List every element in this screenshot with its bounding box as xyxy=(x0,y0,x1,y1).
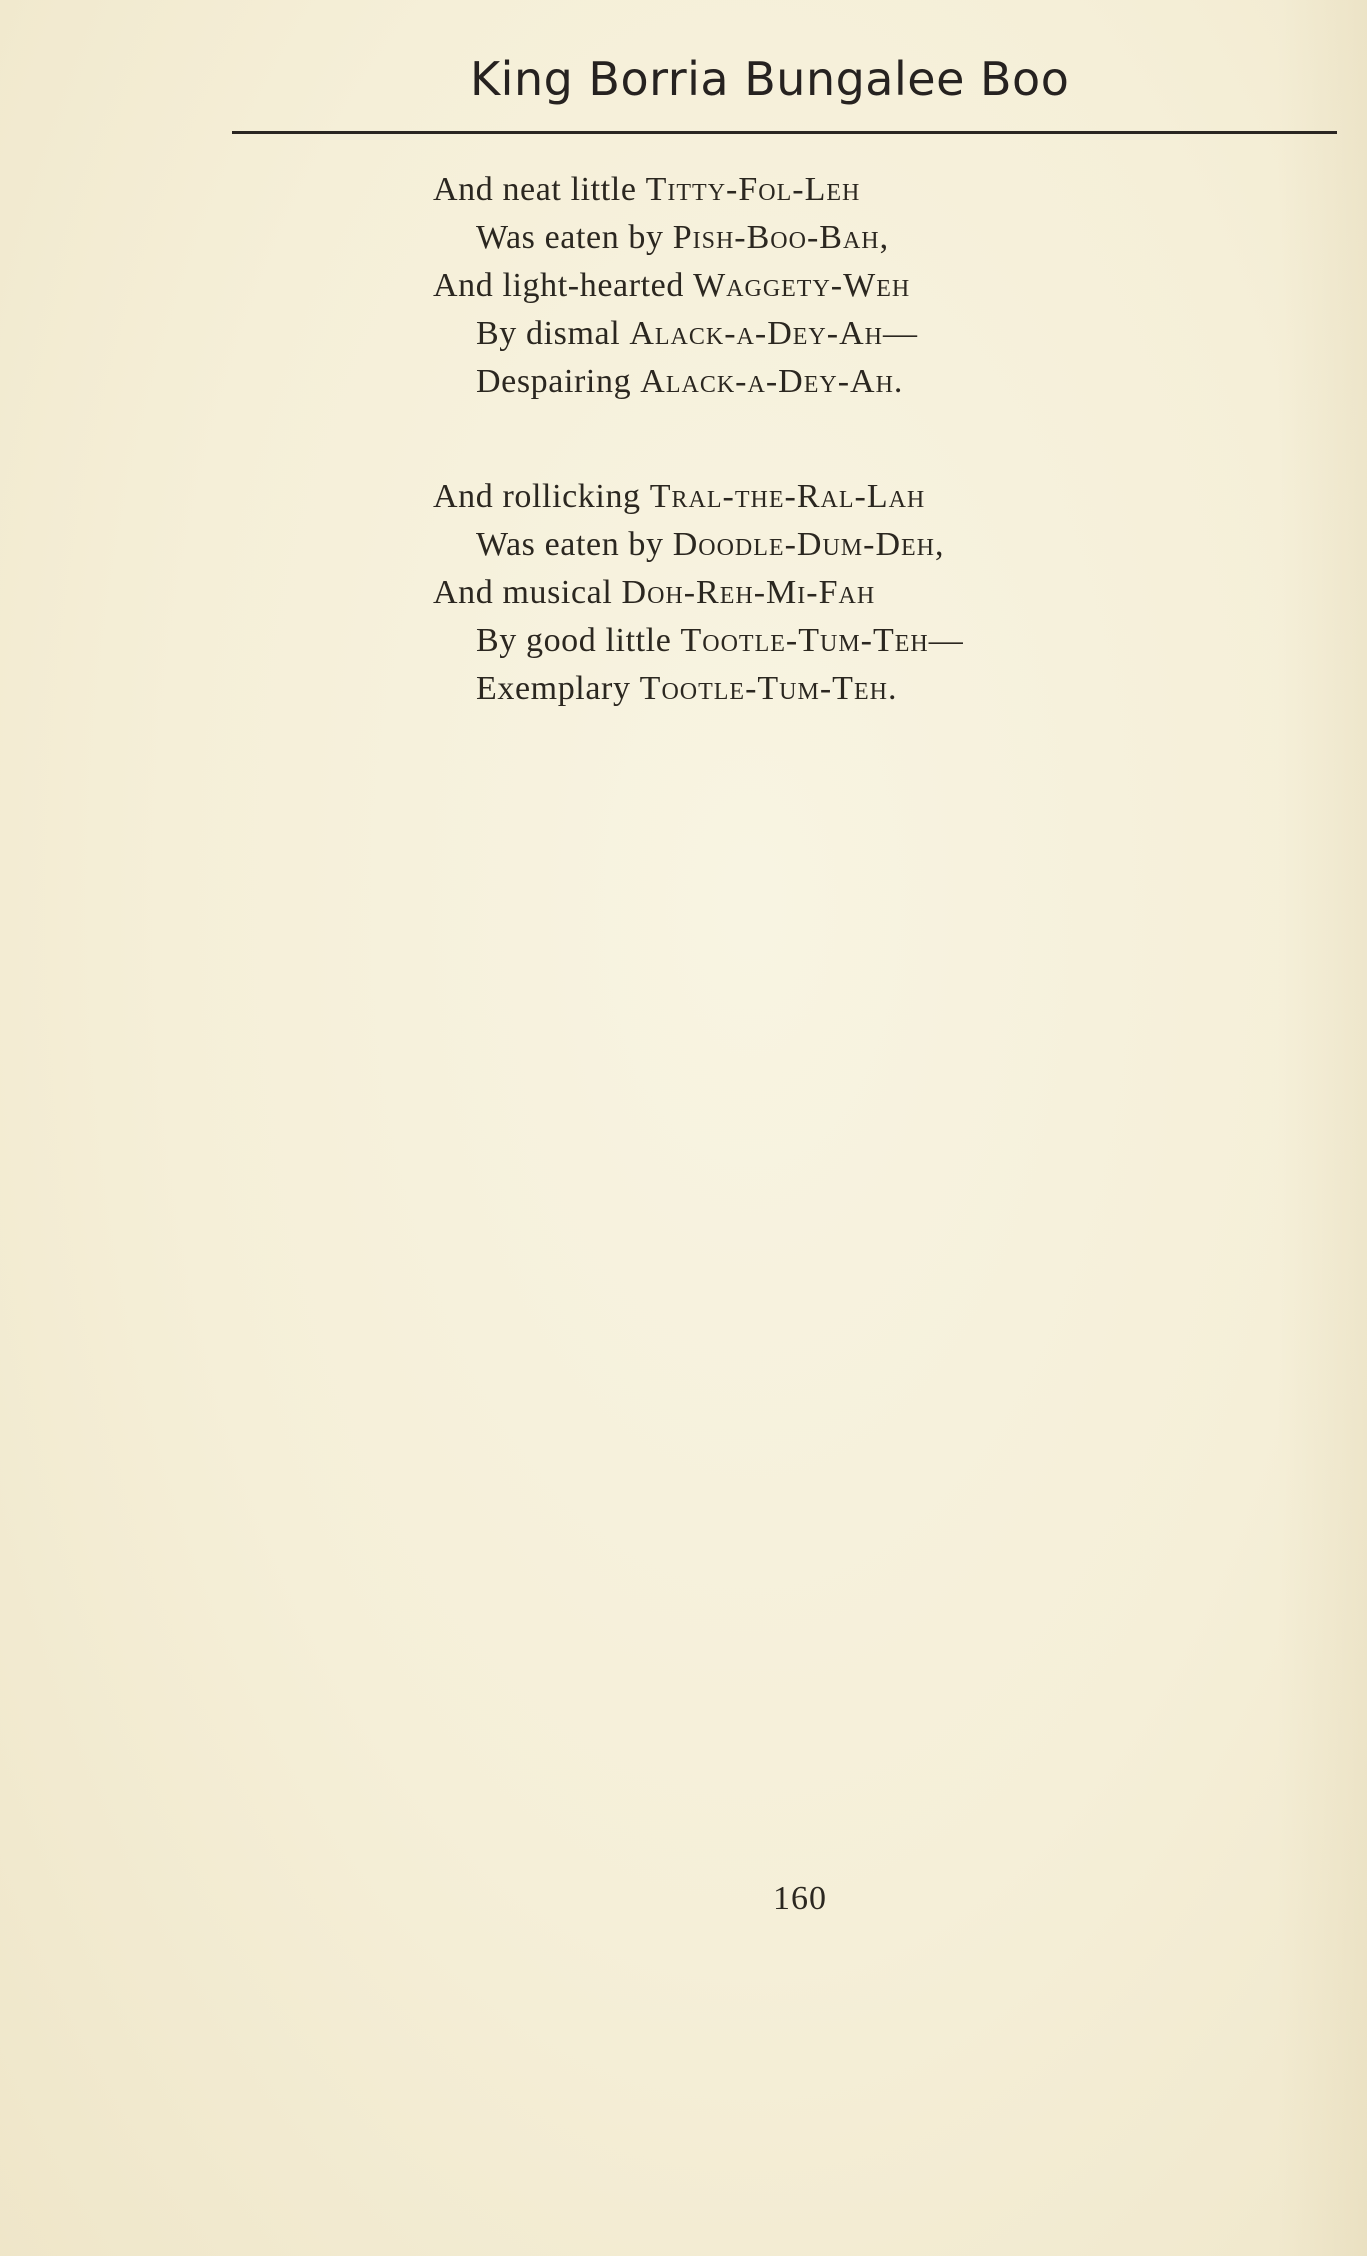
verse-line xyxy=(476,621,963,661)
verse-line xyxy=(476,669,897,709)
verse-name: Doh-Reh-Mi-Fah xyxy=(621,574,876,611)
verse-line xyxy=(433,477,925,517)
verse-line xyxy=(476,362,903,402)
verse-line xyxy=(476,218,889,258)
verse-punctuation: , xyxy=(935,526,945,563)
running-header: King Borria Bungalee Boo xyxy=(470,52,1070,106)
verse-line xyxy=(476,525,944,565)
verse-line xyxy=(433,573,875,613)
verse-name: Tral-the-Ral-Lah xyxy=(649,478,926,515)
verse-text: And light-hearted xyxy=(433,267,694,304)
page-edge-shadow xyxy=(1277,0,1367,2256)
verse-name: Alack-a-Dey-Ah xyxy=(640,363,894,400)
page-number: 160 xyxy=(773,1880,827,1917)
verse-name: Waggety-Weh xyxy=(693,267,911,304)
verse-text: Despairing xyxy=(476,363,641,400)
verse-name: Tootle-Tum-Teh xyxy=(639,670,888,707)
verse-name: Tootle-Tum-Teh xyxy=(680,622,929,659)
verse-punctuation: — xyxy=(882,315,918,352)
verse-text: Was eaten by xyxy=(476,219,673,256)
verse-text: By dismal xyxy=(476,315,630,352)
verse-punctuation: — xyxy=(928,622,964,659)
verse-text: And musical xyxy=(433,574,622,611)
verse-text: And rollicking xyxy=(433,478,650,515)
verse-punctuation: . xyxy=(887,670,898,707)
verse-name: Alack-a-Dey-Ah xyxy=(629,315,883,352)
verse-punctuation: , xyxy=(879,219,889,256)
verse-line xyxy=(476,314,918,354)
verse-name: Titty-Fol-Leh xyxy=(645,171,861,208)
verse-text: Exemplary xyxy=(476,670,640,707)
verse-punctuation: . xyxy=(893,363,904,400)
verse-name: Doodle-Dum-Deh xyxy=(672,526,936,563)
verse-text: Was eaten by xyxy=(476,526,673,563)
verse-line xyxy=(433,266,910,306)
verse-name: Pish-Boo-Bah xyxy=(672,219,880,256)
verse-line xyxy=(433,170,860,210)
verse-text: And neat little xyxy=(433,171,646,208)
verse-text: By good little xyxy=(476,622,681,659)
header-rule xyxy=(232,131,1337,134)
